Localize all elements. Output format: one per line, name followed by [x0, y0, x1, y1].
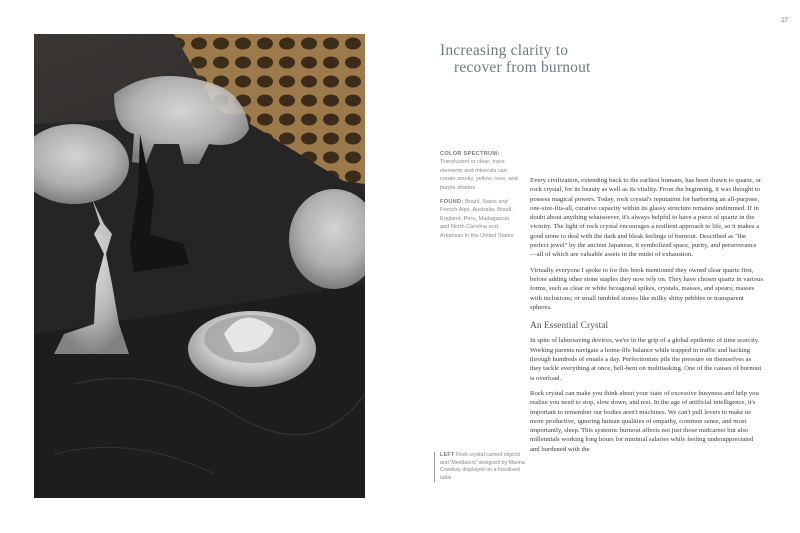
section-heading: An Essential Crystal [530, 321, 609, 332]
paragraph-2: Virtually everyone I spoke to for this book mentioned they owned clear quartz first, before adding other stone staples they now rely on. They have chosen quartz in various forms, such as clear or white hexagonal spikes, crystals, masses, and spears; masses with inclusions; or small tumbled stones like milky shiny pebbles or transparent spheres. [530, 266, 763, 311]
crystal-photo [34, 34, 365, 498]
photo-caption [434, 452, 528, 482]
found-locations [440, 198, 520, 240]
article-body [530, 176, 763, 460]
color-spectrum-text: Translucent or clear; trace elements and minerals can create smoky, yellow, rose, and purple shades [440, 159, 518, 191]
title-line-1: Increasing clarity to [440, 42, 569, 59]
paragraph-1: Every civilization, extending back to the earliest humans, has been drawn to quartz, or rock crystal, for its beauty as well as its vitality. From the beginning, it was thought to possess magical powers. Today, rock crystal's reputation for harboring an all-purpose, one-size-fits-all, curative capacity within its glassy structure remains undimmed. If in doubt about anything whatsoever, it's always helpful to have a piece of quartz in the vicinity. The light of rock crystal encourages a resilient approach to life, so it makes a good stone to deal with the dark and bleak feelings of burnout. Described as "the perfect jewel" by the ancient Japanese, it symbolized space, purity, and perseverance—all of which are valuable assets in the midst of exhaustion. [530, 177, 762, 259]
caption-label: LEFT [440, 452, 455, 458]
paragraph-4: Rock crystal can make you think about your state of excessive busyness and help you realize you need to stop, slow down, and rest. In the age of artificial intelligence, it's important to remember our bodies aren't machines. We can't pull levers to make us more productive, ignoring human qualities of empathy, common sense, and most importantly, sleep. This systemic burnout affects not just those midcareer but also millennials working long hours for minimal salaries while feeling underappreciated and burdened with the [530, 389, 759, 453]
found-label: FOUND: [440, 199, 464, 206]
color-spectrum-label: COLOR SPECTRUM: [440, 151, 500, 157]
crystal-photo-icon [34, 34, 365, 498]
paragraph-3: In spite of laborsaving devices, we're in the grip of a global epidemic of time scarcity. Working parents navigate a home-life balance while trapped in traffic and hacking through hundreds of emails a day. Perfectionists pile the pressure on themselves as they tackle everything at once, hell-bent on multitasking. One of the causes of burnout is overload. [530, 337, 762, 382]
page-number: 27 [781, 18, 788, 24]
page-title [440, 42, 680, 76]
color-spectrum [440, 150, 520, 192]
title-line-2: recover from burnout [454, 59, 591, 76]
caption-text: Rock crystal carved objects and 'Meditators' designed by Marina Cowdray displayed on a fossilised table [440, 452, 525, 481]
found-text: Brazil, Swiss and French Alps, Australia, Brazil, England, Peru, Madagascar, and North Carolina and Arkansas in the United States [440, 199, 514, 239]
crystal-facts-sidebar [440, 150, 520, 246]
